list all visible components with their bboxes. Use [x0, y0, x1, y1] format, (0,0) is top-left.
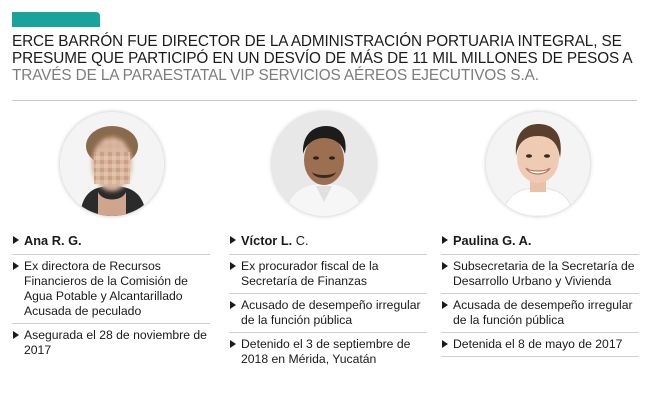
bullet-arrow-icon	[230, 262, 236, 270]
profile-detail: Detenido el 3 de septiembre de 2018 en Mérida, Yucatán	[229, 337, 427, 371]
bullet-arrow-icon	[13, 331, 19, 339]
profile-photo-ana	[60, 112, 164, 216]
section-accent-tab	[12, 12, 100, 27]
headline-divider	[12, 100, 637, 101]
bullet-arrow-icon	[442, 262, 448, 270]
bullet-arrow-icon	[230, 301, 236, 309]
profile-detail: Subsecretaria de la Secretaría de Desarrollo Urbano y Vivienda	[441, 259, 639, 294]
headline	[12, 33, 642, 84]
profile-name: Víctor L. C.	[229, 233, 427, 255]
profile-photo-paulina	[486, 112, 590, 216]
profile-detail: Ex directora de Recursos Financieros de la Comisión de Agua Potable y Alcantarillado Acusada de peculado	[12, 259, 210, 324]
profile-detail: Acusada de desempeño irregular de la función pública	[441, 298, 639, 333]
profile-detail: Detenida el 8 de mayo de 2017	[441, 337, 639, 357]
profile-photo-victor	[272, 112, 376, 216]
profile-column-ana	[12, 233, 210, 366]
bullet-arrow-icon	[442, 236, 448, 244]
bullet-arrow-icon	[13, 236, 19, 244]
bullet-arrow-icon	[13, 262, 19, 270]
headline-line-2: PRESUME QUE PARTICIPÓ EN UN DESVÍO DE MÁS DE 11 MIL MILLONES DE PESOS A	[12, 50, 633, 67]
headline-line-1: ERCE BARRÓN FUE DIRECTOR DE LA ADMINISTRACIÓN PORTUARIA INTEGRAL, SE	[12, 33, 622, 50]
profile-name: Paulina G. A.	[441, 233, 639, 255]
bullet-arrow-icon	[230, 340, 236, 348]
headline-line-3: TRAVÉS DE LA PARAESTATAL VIP SERVICIOS AÉREOS EJECUTIVOS S.A.	[12, 67, 539, 84]
profile-detail: Acusado de desempeño irregular de la función pública	[229, 298, 427, 333]
profile-name: Ana R. G.	[12, 233, 210, 255]
profile-detail: Asegurada el 28 de noviembre de 2017	[12, 328, 210, 362]
profile-column-paulina	[441, 233, 639, 361]
bullet-arrow-icon	[442, 340, 448, 348]
bullet-arrow-icon	[230, 236, 236, 244]
profile-column-victor	[229, 233, 427, 375]
profile-detail: Ex procurador fiscal de la Secretaría de Finanzas	[229, 259, 427, 294]
bullet-arrow-icon	[442, 301, 448, 309]
